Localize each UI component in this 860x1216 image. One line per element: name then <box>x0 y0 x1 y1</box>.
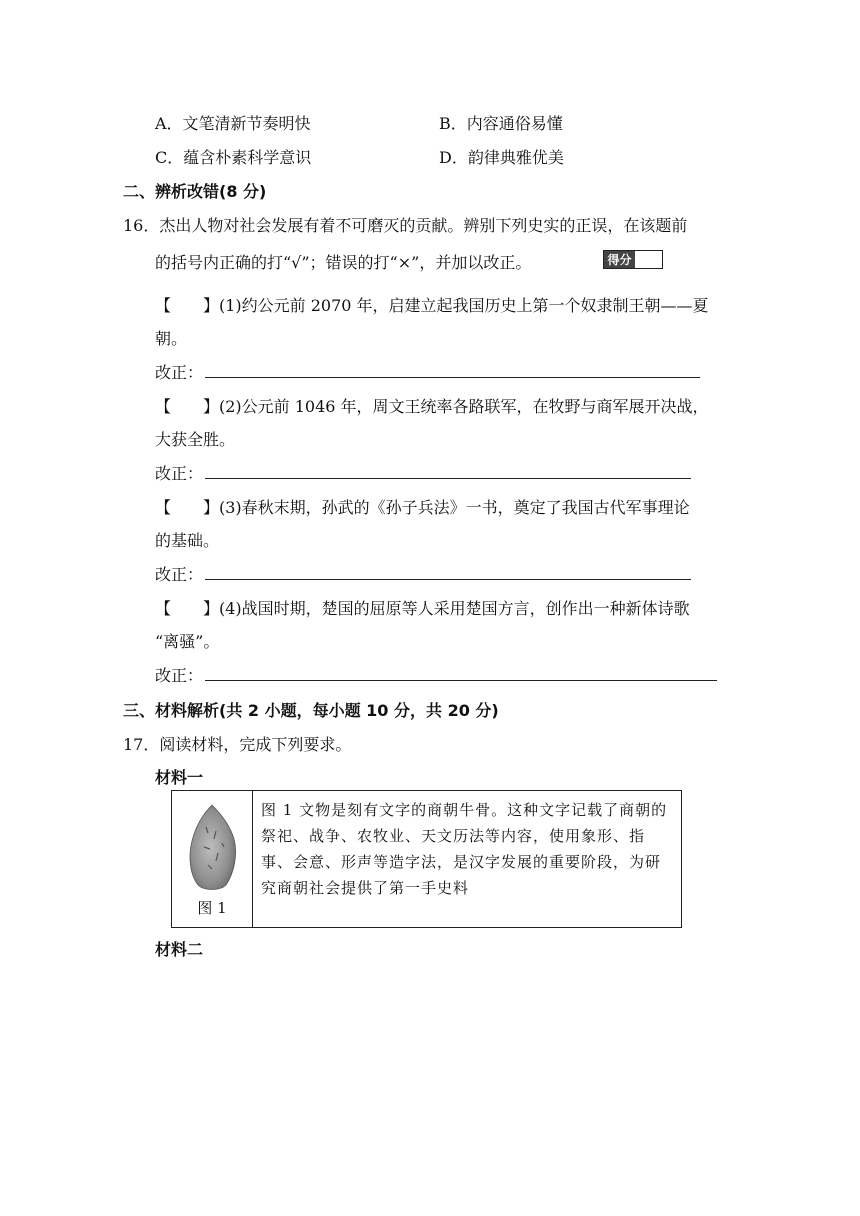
item1-answer-line[interactable] <box>205 377 700 378</box>
option-d: D．韵律典雅优美 <box>439 148 564 167</box>
item1-line1: 【 】(1)约公元前 2070 年，启建立起我国历史上第一个奴隶制王朝——夏 <box>155 296 709 315</box>
item1-line2: 朝。 <box>155 329 188 348</box>
option-a: A．文笔清新节奏明快 <box>155 114 311 133</box>
item3-line2: 的基础。 <box>155 531 220 550</box>
figure-caption: 图 1 <box>197 899 227 917</box>
item2-line1: 【 】(2)公元前 1046 年，周文王统率各路联军，在牧野与商军展开决战， <box>155 397 709 416</box>
score-box <box>603 250 663 269</box>
q17-prompt: 17．阅读材料，完成下列要求。 <box>123 735 352 754</box>
item2-line2: 大获全胜。 <box>155 430 236 449</box>
item3-answer-line[interactable] <box>205 579 691 580</box>
section3-heading: 三、材料解析(共 2 小题，每小题 10 分，共 20 分) <box>123 701 499 720</box>
score-label: 得分 <box>604 251 635 268</box>
q16-line1: 16．杰出人物对社会发展有着不可磨灭的贡献。辨别下列史实的正误，在该题前 <box>123 216 688 235</box>
section2-heading: 二、辨析改错(8 分) <box>123 182 267 201</box>
figure-cell <box>172 791 253 927</box>
item4-correction-label: 改正： <box>155 666 204 685</box>
score-blank[interactable] <box>635 251 662 268</box>
material1-label: 材料一 <box>155 768 204 787</box>
item2-answer-line[interactable] <box>205 478 691 479</box>
item4-line1: 【 】(4)战国时期，楚国的屈原等人采用楚国方言，创作出一种新体诗歌 <box>155 599 690 618</box>
item3-line1: 【 】(3)春秋末期，孙武的《孙子兵法》一书，奠定了我国古代军事理论 <box>155 498 690 517</box>
oracle-bone-image <box>186 803 238 893</box>
item4-answer-line[interactable] <box>205 680 717 681</box>
item2-correction-label: 改正： <box>155 464 204 483</box>
material1-table <box>171 790 682 928</box>
material2-label: 材料二 <box>155 940 204 959</box>
item4-line2: “离骚”。 <box>155 632 220 651</box>
q16-line2: 的括号内正确的打“√”；错误的打“×”，并加以改正。 <box>155 253 532 272</box>
material1-text: 图 1 文物是刻有文字的商朝牛骨。这种文字记载了商朝的祭祀、战争、农牧业、天文历法等内容，使用象形、指事、会意、形声等造字法，是汉字发展的重要阶段，为研究商朝社会提供了第一手史料 <box>261 801 668 897</box>
item1-correction-label: 改正： <box>155 363 204 382</box>
option-b: B．内容通俗易懂 <box>439 114 563 133</box>
item3-correction-label: 改正： <box>155 565 204 584</box>
option-c: C．蕴含朴素科学意识 <box>155 148 312 167</box>
